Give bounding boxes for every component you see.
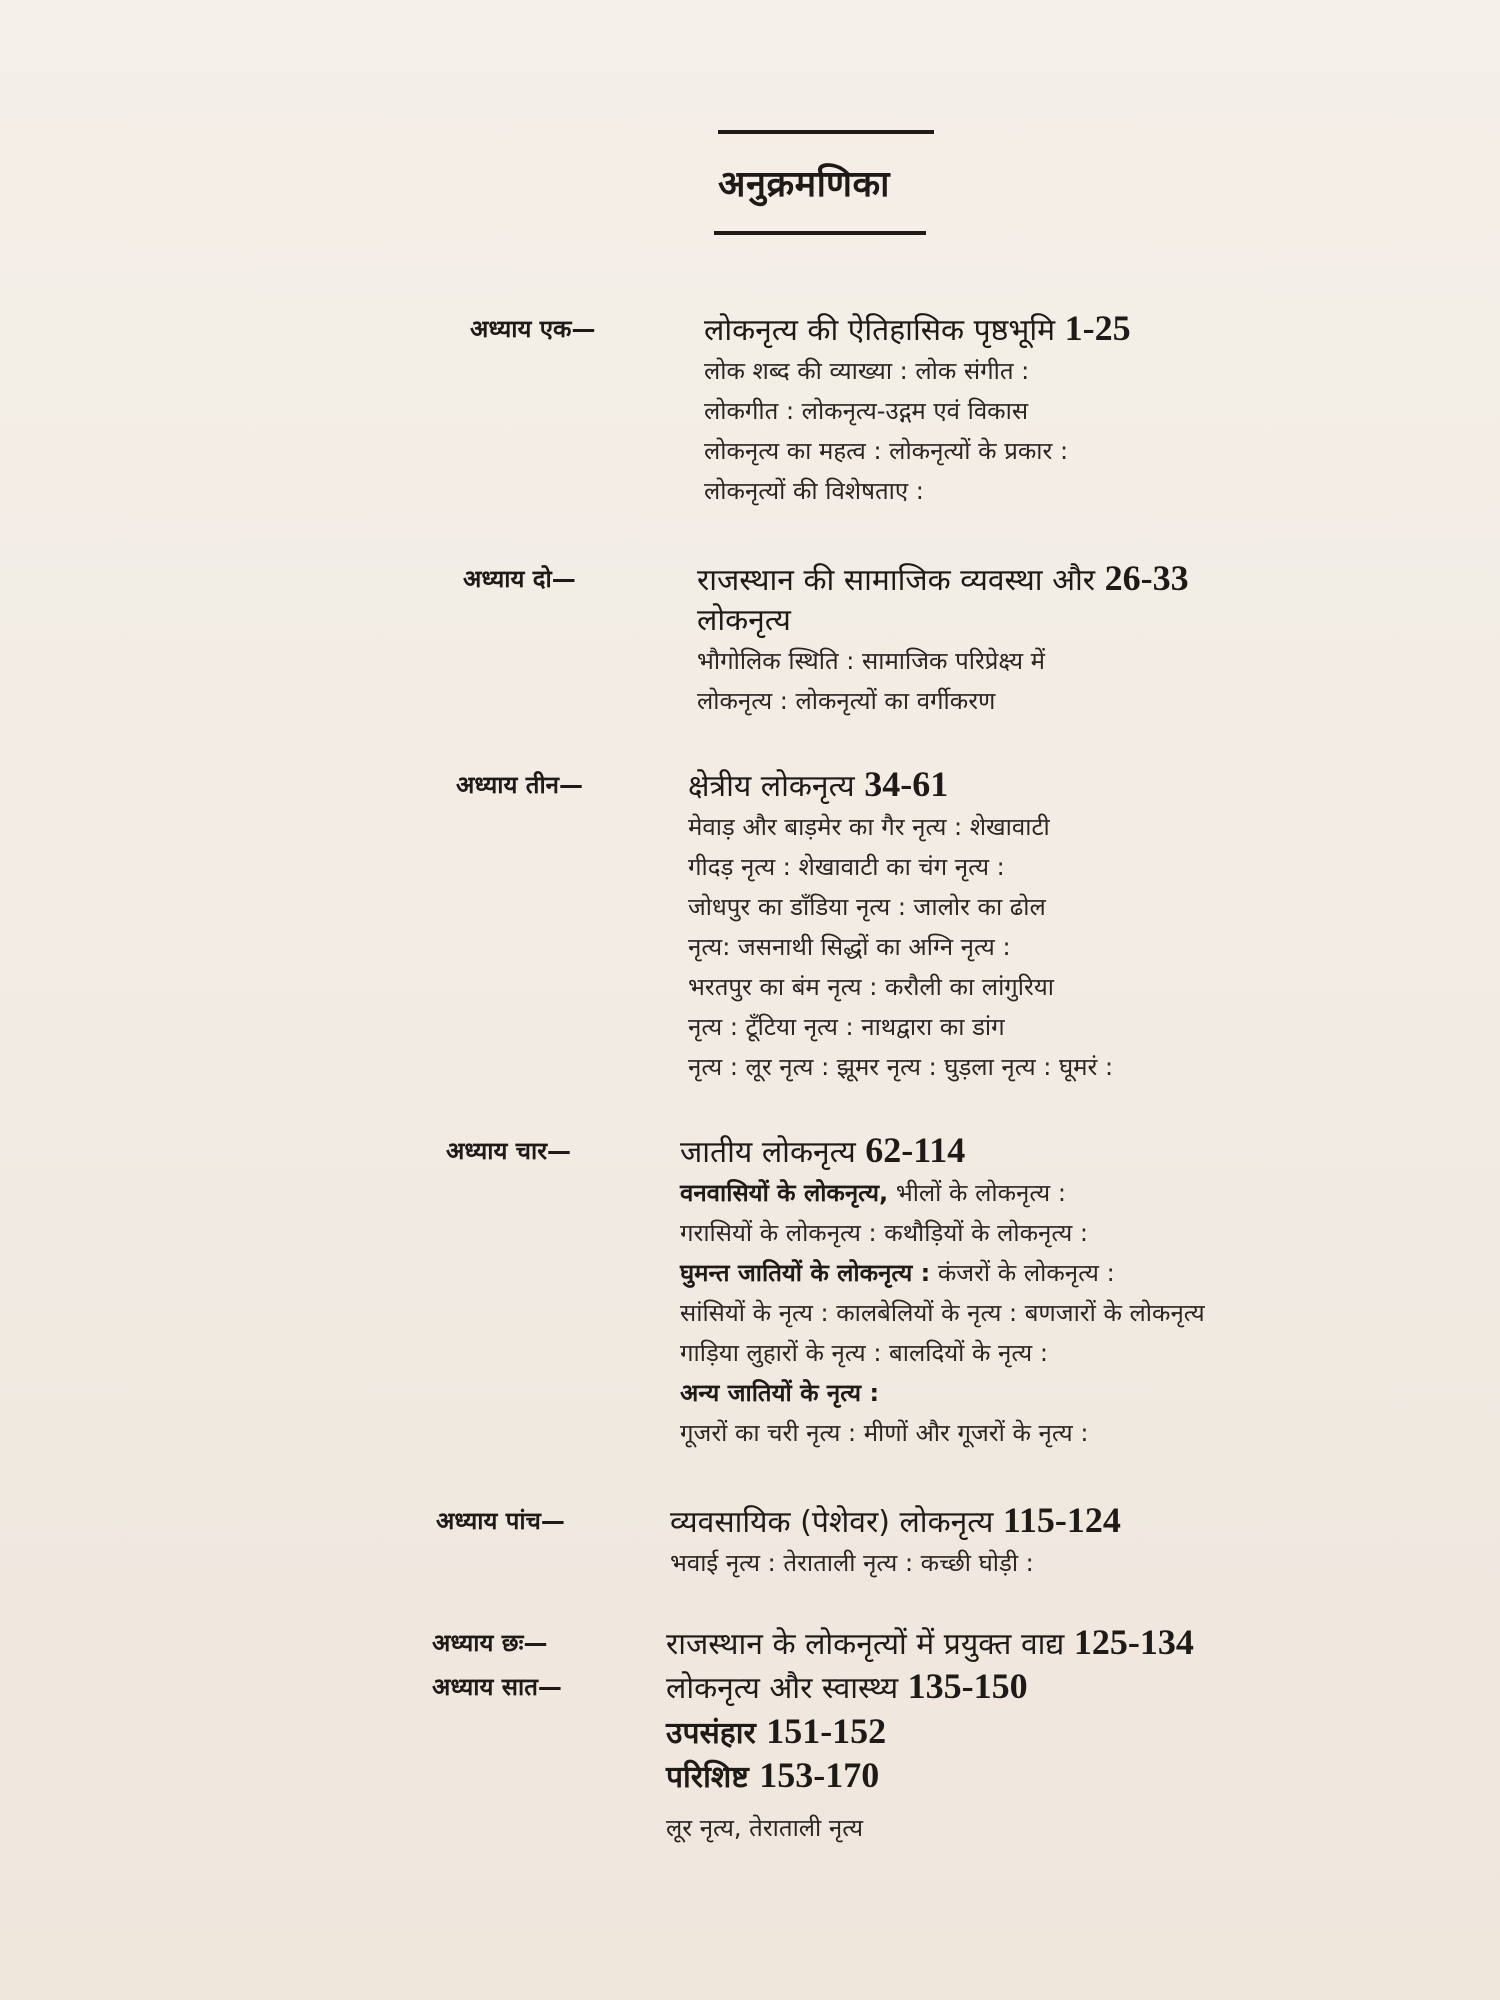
chapter-title: राजस्थान के लोकनृत्यों में प्रयुक्त वाद्य — [666, 1627, 1065, 1662]
topic-group-heading: अन्य जातियों के नृत्य : — [680, 1379, 880, 1407]
page-range: 1-25 — [1064, 308, 1131, 348]
entry-title: उपसंहार — [666, 1716, 756, 1751]
chapter-label: अध्याय तीन— — [456, 771, 583, 799]
page-range: 135-150 — [907, 1666, 1028, 1706]
topic-line: लोक शब्द की व्याख्या : लोक संगीत : — [704, 357, 1030, 385]
chapter-label: अध्याय चार— — [446, 1137, 572, 1165]
appendix-entry — [666, 1754, 879, 1796]
topic-line — [680, 1253, 1205, 1293]
topic-line: नृत्य: जसनाथी सिद्धों का अग्नि नृत्य : — [688, 933, 1011, 961]
page-range: 115-124 — [1002, 1500, 1121, 1540]
chapter-heading — [670, 1500, 1121, 1543]
chapter-heading-continued: लोकनृत्य — [697, 603, 791, 638]
topic-line: गाड़िया लुहारों के नृत्य : बालदियों के नृत्य : — [680, 1339, 1048, 1367]
chapter-label: अध्याय एक— — [470, 315, 596, 343]
topic-line: गरासियों के लोकनृत्य : कथौड़ियों के लोकनृत्य : — [680, 1219, 1088, 1247]
page-range: 26-33 — [1104, 558, 1189, 598]
topic-line: भरतपुर का बंम नृत्य : करौली का लांगुरिया — [688, 973, 1054, 1001]
chapter-label: अध्याय छः— — [432, 1629, 548, 1657]
chapter-heading — [697, 558, 1189, 601]
chapter-title: व्यवसायिक (पेशेवर) लोकनृत्य — [670, 1505, 994, 1540]
chapter-title: जातीय लोकनृत्य — [680, 1135, 856, 1170]
title-rule-top — [718, 130, 934, 134]
page-range: 62-114 — [865, 1130, 966, 1170]
topic-line: गीदड़ नृत्य : शेखावाटी का चंग नृत्य : — [688, 853, 1005, 881]
topic-text: कंजरों के लोकनृत्य : — [930, 1259, 1115, 1287]
topic-line: भौगोलिक स्थिति : सामाजिक परिप्रेक्ष्य में — [697, 647, 1046, 675]
page-range: 153-170 — [759, 1755, 880, 1795]
page-title: अनुक्रमणिका — [718, 164, 890, 205]
chapter-heading — [680, 1130, 1205, 1173]
topic-line: लोकगीत : लोकनृत्य-उद्गम एवं विकास — [704, 397, 1029, 425]
title-rule-bottom — [714, 231, 926, 235]
entry-title: परिशिष्ट — [666, 1760, 749, 1795]
chapter-title: राजस्थान की सामाजिक व्यवस्था और — [697, 563, 1096, 598]
chapter-label: अध्याय दो— — [463, 565, 576, 593]
page-range: 34-61 — [864, 764, 949, 804]
topic-line — [680, 1373, 1205, 1413]
topic-line: लोकनृत्यों की विशेषताए : — [704, 477, 924, 505]
topic-line: लोकनृत्य : लोकनृत्यों का वर्गीकरण — [697, 687, 996, 715]
appendix-note: लूर नृत्य, तेराताली नृत्य — [666, 1814, 864, 1842]
topic-line: लोकनृत्य का महत्व : लोकनृत्यों के प्रकार : — [704, 437, 1069, 465]
topic-text: भीलों के लोकनृत्य : — [888, 1179, 1066, 1207]
chapter-title: लोकनृत्य और स्वास्थ्य — [666, 1671, 899, 1706]
topic-line: मेवाड़ और बाड़मेर का गैर नृत्य : शेखावाटी — [688, 813, 1050, 841]
topic-line: गूजरों का चरी नृत्य : मीणों और गूजरों के नृत्य : — [680, 1419, 1089, 1447]
chapter-heading — [666, 1666, 1028, 1709]
chapter-heading — [688, 764, 1113, 807]
chapter-label: अध्याय पांच— — [436, 1507, 565, 1535]
topic-line — [680, 1173, 1205, 1213]
chapter-heading — [704, 308, 1131, 351]
topic-line: नृत्य : लूर नृत्य : झूमर नृत्य : घुड़ला नृत्य : घूमरं : — [688, 1053, 1114, 1081]
topic-line: जोधपुर का डाँडिया नृत्य : जालोर का ढोल — [688, 893, 1046, 921]
topic-group-heading: घुमन्त जातियों के लोकनृत्य : — [680, 1259, 931, 1287]
topic-line: सांसियों के नृत्य : कालबेलियों के नृत्य : बणजारों के लोकनृत्य — [680, 1299, 1205, 1327]
topic-line: भवाई नृत्य : तेराताली नृत्य : कच्छी घोड़ी : — [670, 1549, 1034, 1577]
chapter-title: क्षेत्रीय लोकनृत्य — [688, 769, 855, 804]
conclusion-entry — [666, 1710, 886, 1752]
page-range: 125-134 — [1073, 1622, 1194, 1662]
topic-line: नृत्य : टूँटिया नृत्य : नाथद्वारा का डांग — [688, 1013, 1005, 1041]
page-range: 151-152 — [766, 1711, 887, 1751]
topic-group-heading: वनवासियों के लोकनृत्य, — [680, 1179, 889, 1207]
chapter-heading — [666, 1622, 1194, 1665]
chapter-label: अध्याय सात— — [432, 1673, 562, 1701]
chapter-title: लोकनृत्य की ऐतिहासिक पृष्ठभूमि — [704, 313, 1056, 348]
